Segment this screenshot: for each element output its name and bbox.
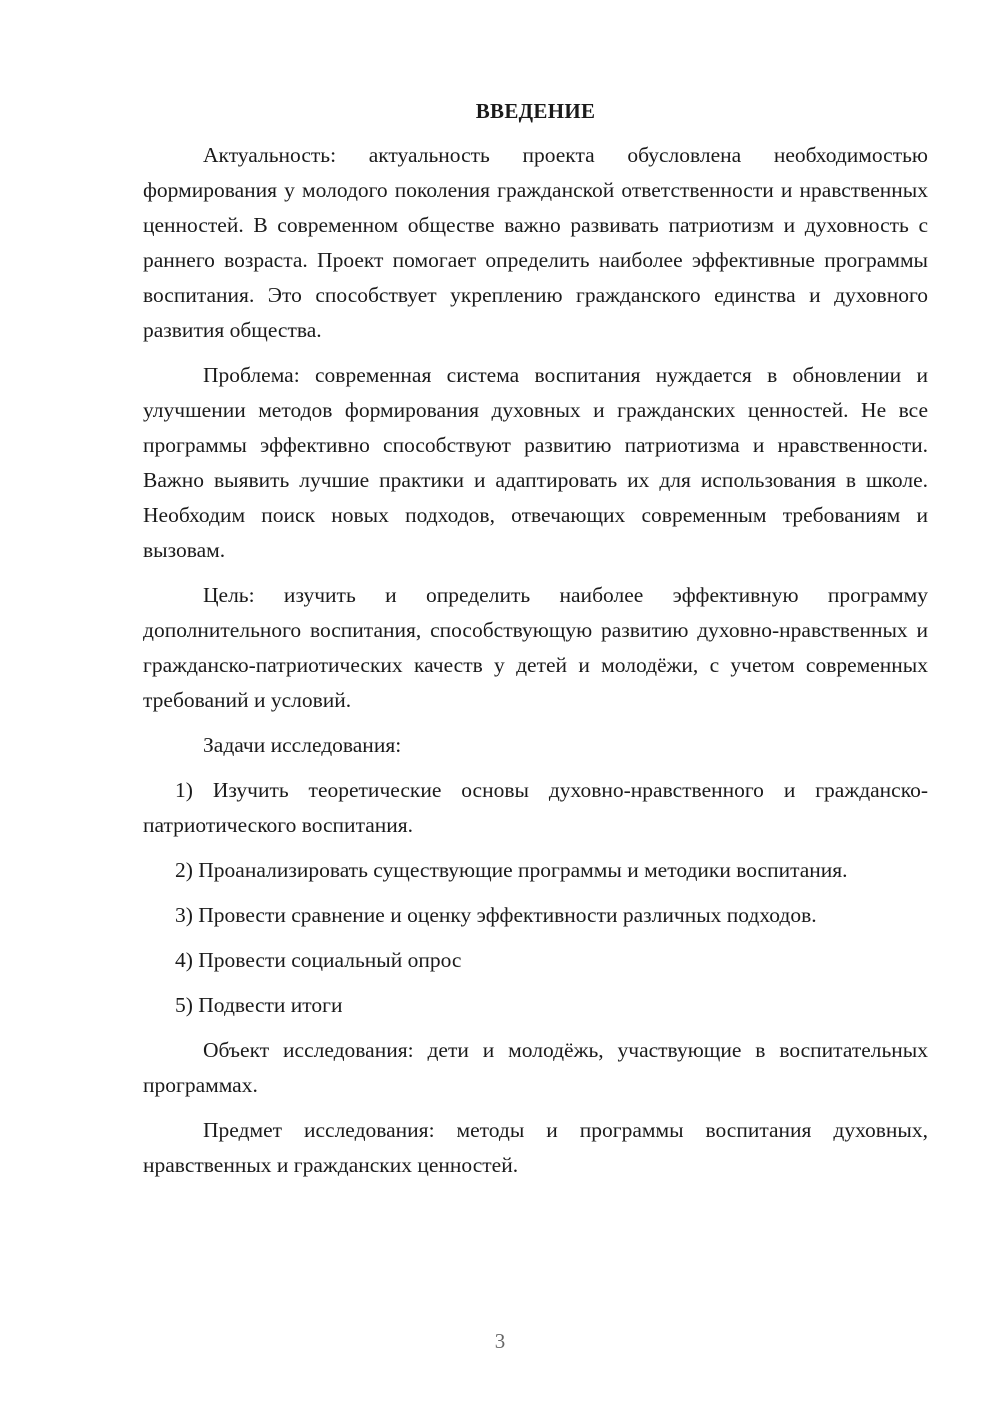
- task-item-3: 3) Провести сравнение и оценку эффективности различных подходов.: [175, 903, 817, 927]
- task-item-5: 5) Подвести итоги: [175, 993, 343, 1017]
- task-item-2: 2) Проанализировать существующие программы и методики воспитания.: [175, 858, 848, 882]
- tasks-heading: Задачи исследования:: [203, 733, 402, 757]
- section-title: ВВЕДЕНИЕ: [475, 99, 596, 123]
- paragraph-subject: Предмет исследования: методы и программы воспитания духовных, нравственных и гражданских ценностей.: [143, 1118, 928, 1177]
- page-content: [143, 96, 928, 1193]
- paragraph-object: Объект исследования: дети и молодёжь, участвующие в воспитательных программах.: [143, 1038, 928, 1097]
- paragraph-problem: Проблема: современная система воспитания нуждается в обновлении и улучшении методов формирования духовных и гражданских ценностей. Не все программы эффективно способствуют развитию патриотизма и нравственности. Важно выявить лучшие практики и адаптировать их для использования в школе. Необходим поиск новых подходов, отвечающих современным требованиям и вызовам.: [143, 363, 928, 562]
- paragraph-goal: Цель: изучить и определить наиболее эффективную программу дополнительного воспитания, способствующую развитию духовно-нравственных и гражданско-патриотических качеств у детей и молодёжи, с учетом современных требований и условий.: [143, 583, 928, 712]
- paragraph-relevance: Актуальность: актуальность проекта обусловлена необходимостью формирования у молодого поколения гражданской ответственности и нравственных ценностей. В современном обществе важно развивать патриотизм и духовность с раннего возраста. Проект помогает определить наиболее эффективные программы воспитания. Это способствует укреплению гражданского единства и духовного развития общества.: [143, 143, 928, 342]
- task-item-4: 4) Провести социальный опрос: [175, 948, 462, 972]
- page-number: 3: [494, 1329, 506, 1353]
- task-item-1: 1) Изучить теоретические основы духовно-нравственного и гражданско-патриотического воспитания.: [143, 778, 928, 837]
